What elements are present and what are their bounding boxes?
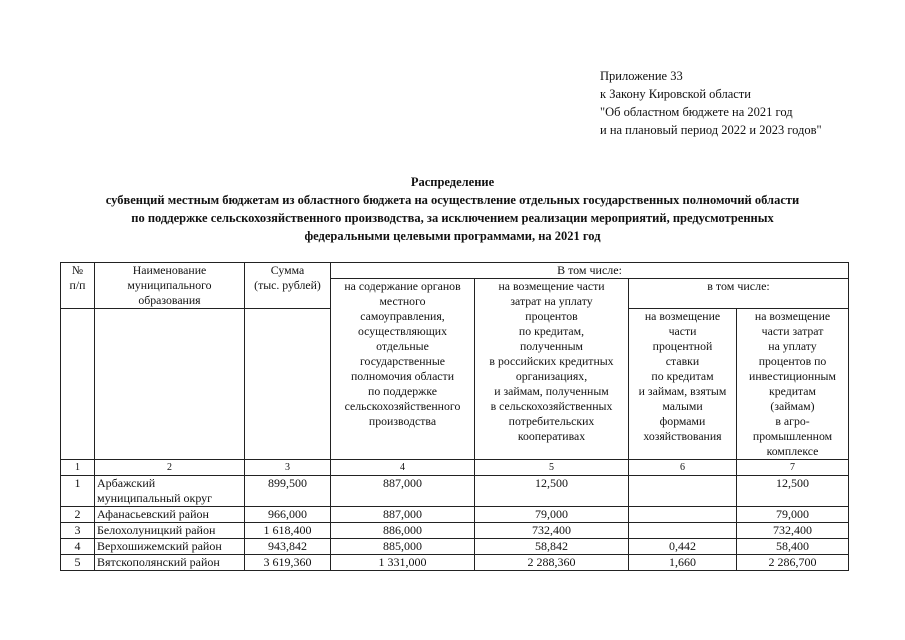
- row-col7: 732,400: [737, 523, 849, 539]
- appendix-line: и на плановый период 2022 и 2023 годов": [600, 123, 822, 137]
- appendix-line: "Об областном бюджете на 2021 год: [600, 105, 793, 119]
- row-col6: [629, 507, 737, 523]
- header-name-spacer: [95, 309, 245, 460]
- header-col6: на возмещение части процентной ставки по кредитам и займам, взятым малыми формами хозяйствования: [629, 309, 737, 460]
- table-row: [61, 523, 849, 539]
- column-number: 2: [95, 460, 245, 476]
- row-sum: 3 619,360: [245, 555, 331, 571]
- row-sum: 1 618,400: [245, 523, 331, 539]
- document-title: [40, 173, 865, 245]
- row-col4: 1 331,000: [331, 555, 475, 571]
- row-col6: 1,660: [629, 555, 737, 571]
- header-no-spacer: [61, 309, 95, 460]
- table-row: [61, 555, 849, 571]
- table-row: [61, 507, 849, 523]
- header-no: № п/п: [61, 263, 95, 309]
- appendix-line: к Закону Кировской области: [600, 87, 751, 101]
- title-heading: Распределение: [410, 175, 495, 189]
- row-col6: [629, 476, 737, 507]
- header-name: Наименование муниципального образования: [95, 263, 245, 309]
- header-sum-spacer: [245, 309, 331, 460]
- row-col7: 2 286,700: [737, 555, 849, 571]
- row-no: 1: [61, 476, 95, 507]
- header-col4: на содержание органов местного самоуправления, осуществляющих отдельные государственные полномочия области по поддержке сельскохозяйственного производства: [331, 279, 475, 460]
- header-row-top: [61, 263, 849, 279]
- row-no: 2: [61, 507, 95, 523]
- row-no: 3: [61, 523, 95, 539]
- column-number-row: [61, 460, 849, 476]
- row-col7: 12,500: [737, 476, 849, 507]
- header-including: В том числе:: [331, 263, 849, 279]
- distribution-table: [60, 262, 849, 571]
- row-col6: [629, 523, 737, 539]
- row-col7: 58,400: [737, 539, 849, 555]
- column-number: 3: [245, 460, 331, 476]
- title-line: федеральными целевыми программами, на 2021 год: [304, 229, 601, 243]
- row-no: 5: [61, 555, 95, 571]
- header-col5: на возмещение части затрат на уплату процентов по кредитам, полученным в российских кредитных организациях, и займам, полученным в сельскохозяйственных потребительских кооперативах: [475, 279, 629, 460]
- column-number: 4: [331, 460, 475, 476]
- column-number: 7: [737, 460, 849, 476]
- row-col5: 79,000: [475, 507, 629, 523]
- title-line: по поддержке сельскохозяйственного производства, за исключением реализации мероприятий, предусмотренных: [131, 211, 774, 225]
- header-including-sub: в том числе:: [629, 279, 849, 309]
- row-col4: 887,000: [331, 507, 475, 523]
- row-sum: 899,500: [245, 476, 331, 507]
- row-col6: 0,442: [629, 539, 737, 555]
- column-number: 6: [629, 460, 737, 476]
- row-no: 4: [61, 539, 95, 555]
- title-line: субвенций местным бюджетам из областного бюджета на осуществление отдельных государственных полномочий области: [105, 193, 800, 207]
- table-row: [61, 476, 849, 507]
- row-col5: 12,500: [475, 476, 629, 507]
- appendix-note: [600, 67, 822, 139]
- header-col7: на возмещение части затрат на уплату процентов по инвестиционным кредитам (займам) в агро- промышленном комплексе: [737, 309, 849, 460]
- row-col5: 2 288,360: [475, 555, 629, 571]
- row-name: Верхошижемский район: [95, 539, 245, 555]
- row-name: Вятскополянский район: [95, 555, 245, 571]
- column-number: 1: [61, 460, 95, 476]
- row-col5: 732,400: [475, 523, 629, 539]
- row-sum: 943,842: [245, 539, 331, 555]
- header-sum: Сумма (тыс. рублей): [245, 263, 331, 309]
- row-col4: 887,000: [331, 476, 475, 507]
- row-name: Белохолуницкий район: [95, 523, 245, 539]
- row-sum: 966,000: [245, 507, 331, 523]
- row-col4: 886,000: [331, 523, 475, 539]
- row-col7: 79,000: [737, 507, 849, 523]
- appendix-line: Приложение 33: [600, 69, 683, 83]
- row-name: Афанасьевский район: [95, 507, 245, 523]
- row-col4: 885,000: [331, 539, 475, 555]
- table-row: [61, 539, 849, 555]
- column-number: 5: [475, 460, 629, 476]
- row-name: Арбажский муниципальный округ: [95, 476, 245, 507]
- row-col5: 58,842: [475, 539, 629, 555]
